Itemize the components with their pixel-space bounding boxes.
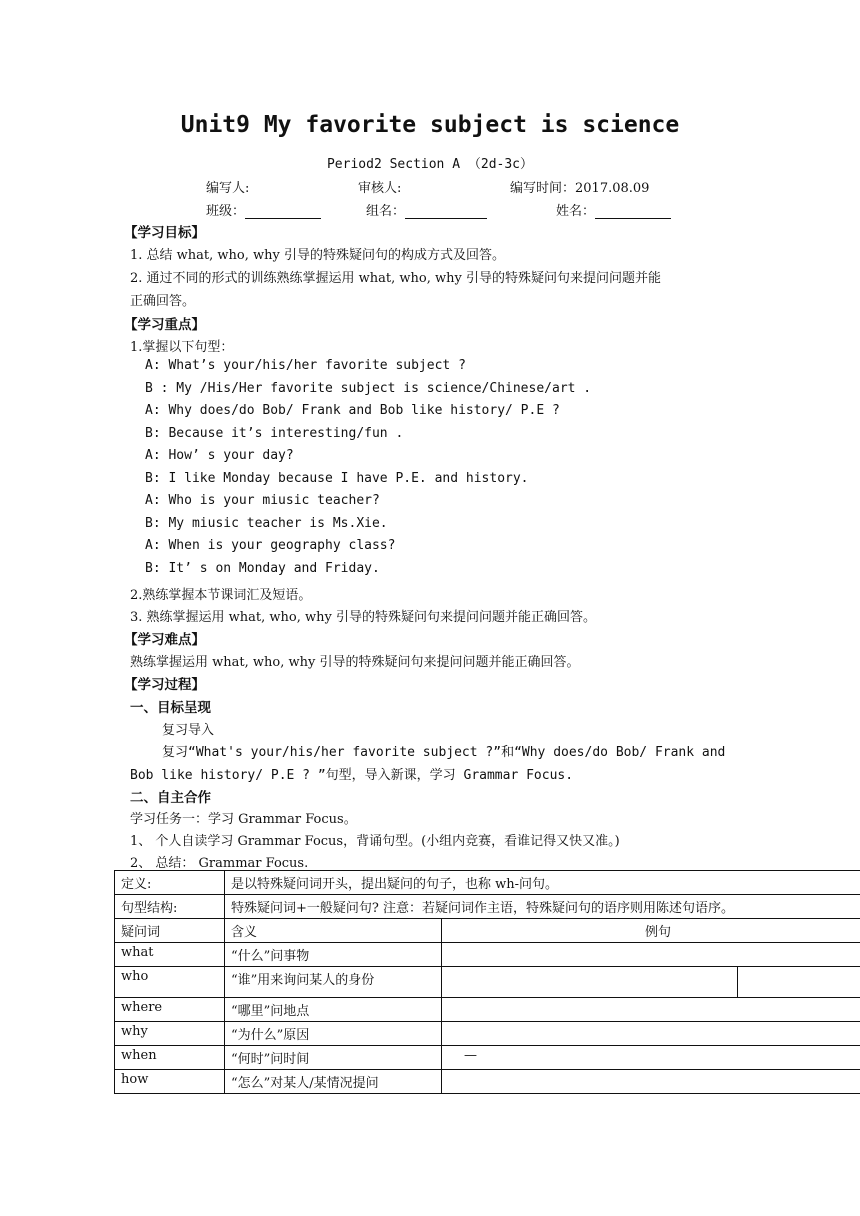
writer-label: 编写人: [206, 181, 250, 196]
definition-label: 定义: [115, 871, 225, 895]
row-meaning: “何时”问时间 [225, 1046, 442, 1070]
document-title: Unit9 My favorite subject is science [180, 112, 680, 138]
name-blank [595, 204, 671, 219]
goal-item-2-cont: 正确回答。 [130, 294, 196, 309]
row-example [442, 967, 738, 998]
structure-label: 句型结构: [115, 895, 225, 919]
row-meaning: “哪里”问地点 [225, 998, 442, 1022]
review-line-2: Bob like history/ P.E ? ”句型，导入新课，学习 Grammar Focus. [130, 768, 574, 783]
row-example: — [442, 1046, 860, 1070]
difficulty-text: 熟练掌握运用 what, who, why 引导的特殊疑问句来提问问题并能正确回答。 [130, 655, 580, 670]
table-row [115, 895, 860, 919]
class-label: 班级： [206, 204, 246, 219]
process-heading: 【学习过程】 [124, 677, 205, 693]
part2-heading: 二、自主合作 [130, 790, 211, 806]
goals-heading: 【学习目标】 [124, 225, 205, 241]
sentence-5: A: How’ s your day? [145, 448, 294, 463]
name-label: 姓名： [556, 204, 596, 219]
group-label: 组名： [366, 204, 406, 219]
row-example [442, 998, 860, 1022]
key-points-intro: 1.掌握以下句型： [130, 340, 234, 355]
sentence-1: A: What’s your/his/her favorite subject ? [145, 358, 466, 373]
col-header-example: 例句 [442, 919, 860, 943]
row-example [442, 1022, 860, 1046]
key-point-item-2: 2.熟练掌握本节课词汇及短语。 [130, 588, 312, 603]
table-row [115, 967, 860, 998]
sentence-9: A: When is your geography class? [145, 538, 396, 553]
group-field [366, 200, 487, 219]
sentence-2: B : My /His/Her favorite subject is science/Chinese/art . [145, 381, 592, 396]
table-row [115, 1070, 860, 1094]
row-word: when [115, 1046, 225, 1070]
table-row [115, 998, 860, 1022]
row-example-extra [738, 967, 860, 998]
reviewer-label: 审核人: [358, 181, 402, 196]
name-field [556, 200, 671, 219]
part1-heading: 一、目标呈现 [130, 700, 211, 716]
table-row [115, 871, 860, 895]
row-word: how [115, 1070, 225, 1094]
structure-text: 特殊疑问词+一般疑问句? 注意：若疑问词作主语，特殊疑问句的语序则用陈述句语序。 [225, 895, 860, 919]
class-blank [245, 204, 321, 219]
grammar-focus-table [114, 870, 860, 1094]
key-point-item-3: 3. 熟练掌握运用 what, who, why 引导的特殊疑问句来提问问题并能正确回答。 [130, 610, 596, 625]
col-header-word: 疑问词 [115, 919, 225, 943]
difficulty-heading: 【学习难点】 [124, 632, 205, 648]
sentence-4: B: Because it’s interesting/fun . [145, 426, 404, 441]
goal-item-1: 1. 总结 what, who, why 引导的特殊疑问句的构成方式及回答。 [130, 248, 505, 263]
review-line-1: 复习“What's your/his/her favorite subject ?”和“Why does/do Bob/ Frank and [162, 745, 726, 760]
sentence-6: B: I like Monday because I have P.E. and history. [145, 471, 529, 486]
group-blank [405, 204, 487, 219]
sentence-10: B: It’ s on Monday and Friday. [145, 561, 380, 576]
row-meaning: “怎么”对某人/某情况提问 [225, 1070, 442, 1094]
step-1: 1、 个人自读学习 Grammar Focus，背诵句型。(小组内竞赛，看谁记得又快又准。) [130, 834, 620, 849]
table-row [115, 1022, 860, 1046]
document-subtitle: Period2 Section A （2d-3c） [326, 157, 533, 172]
table-header-row [115, 919, 860, 943]
table-row [115, 1046, 860, 1070]
row-example [442, 1070, 860, 1094]
row-meaning: “什么”问事物 [225, 943, 442, 967]
row-word: where [115, 998, 225, 1022]
review-title: 复习导入 [162, 723, 215, 738]
definition-text: 是以特殊疑问词开头，提出疑问的句子，也称 wh-问句。 [225, 871, 860, 895]
col-header-meaning: 含义 [225, 919, 442, 943]
key-points-heading: 【学习重点】 [124, 317, 205, 333]
task-1: 学习任务一：学习 Grammar Focus。 [130, 812, 357, 827]
date-label: 编写时间：2017.08.09 [510, 181, 650, 196]
table-row [115, 943, 860, 967]
sentence-8: B: My miusic teacher is Ms.Xie. [145, 516, 388, 531]
row-word: what [115, 943, 225, 967]
sentence-7: A: Who is your miusic teacher? [145, 493, 380, 508]
row-meaning: “为什么”原因 [225, 1022, 442, 1046]
row-meaning: “谁”用来询问某人的身份 [225, 967, 442, 998]
sentence-3: A: Why does/do Bob/ Frank and Bob like history/ P.E ? [145, 403, 560, 418]
row-example [442, 943, 860, 967]
step-2: 2、 总结： Grammar Focus. [130, 856, 309, 871]
row-word: who [115, 967, 225, 998]
row-word: why [115, 1022, 225, 1046]
class-field [206, 200, 321, 219]
goal-item-2: 2. 通过不同的形式的训练熟练掌握运用 what, who, why 引导的特殊疑问句来提问问题并能 [130, 271, 661, 286]
